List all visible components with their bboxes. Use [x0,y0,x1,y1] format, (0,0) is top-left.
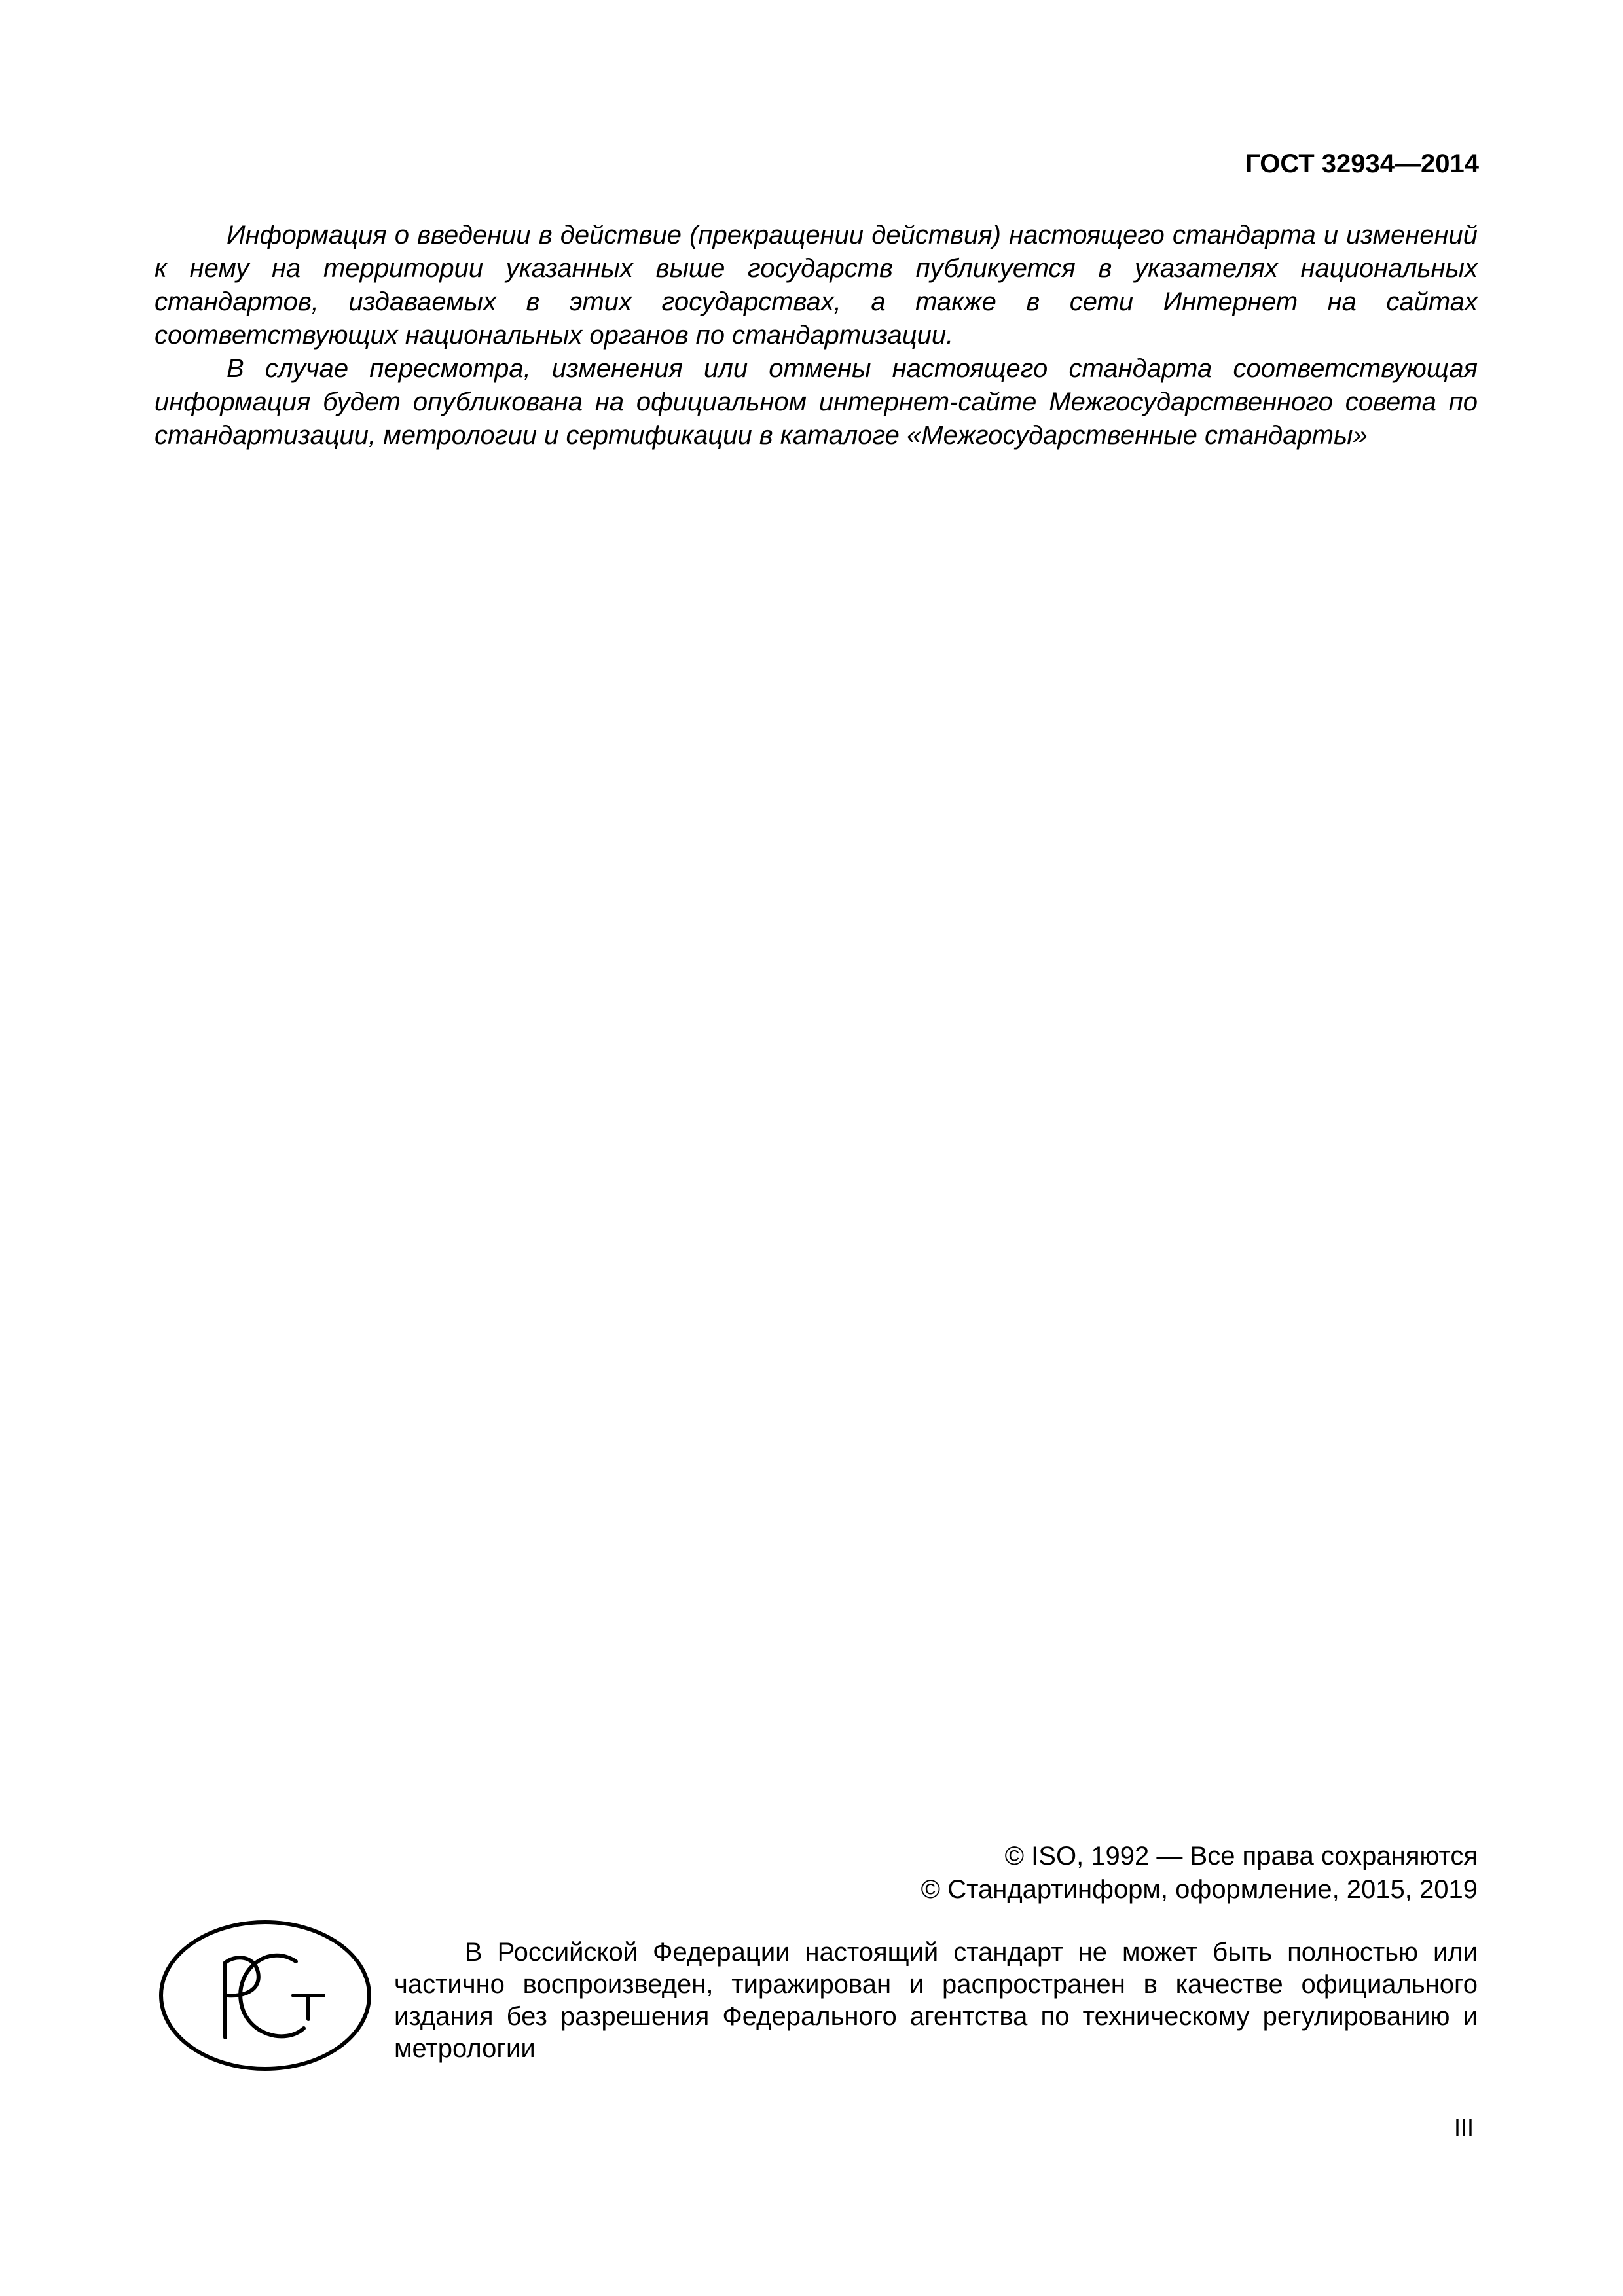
copyright-iso: © ISO, 1992 — Все права сохраняются [1004,1842,1478,1870]
reproduction-notice: В Российской Федерации настоящий стандарт не может быть полностью или частично воспроизведен, тиражирован и распространен в качестве официального издания без разрешения Федерального агентства по техническому регулированию и метрологии [394,1938,1478,2063]
intro-paragraph: Информация о введении в действие (прекращении действия) настоящего стандарта и изменений к нему на территории указанных выше государств публикуется в указателях национальных стандартов, издаваемых в этих государствах, а также в сети Интернет на сайтах соответствующих национальных органов по стандартизации. [155,221,1478,350]
intro-paragraph: В случае пересмотра, изменения или отмены настоящего стандарта соответствующая информация будет опубликована на официальном интернет-сайте Межгосударственного совета по стандартизации, метрологии и сертификации в каталоге «Межгосударственные стандарты» [155,354,1478,450]
intro-text [155,219,1478,452]
document-code: ГОСТ 32934—2014 [1245,149,1479,178]
rst-logo-icon [157,1917,373,2074]
page-number: III [1453,2114,1474,2141]
copyright-block [921,1840,1478,1906]
rst-logo-svg [157,1917,373,2074]
copyright-standartinform: © Стандартинформ, оформление, 2015, 2019 [921,1875,1478,1904]
